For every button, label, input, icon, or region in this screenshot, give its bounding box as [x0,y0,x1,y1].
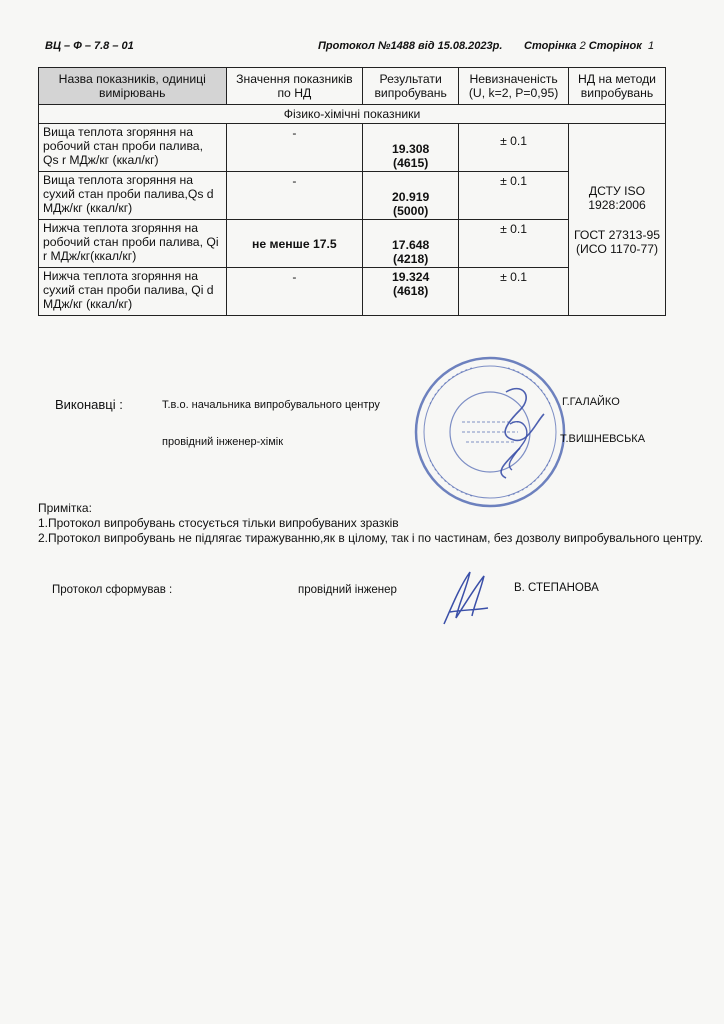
page-label: Сторінка [524,40,577,52]
pages-total: 1 [647,40,655,52]
uncertainty: ± 0.1 [459,220,569,268]
protocol-number: Протокол №1488 від 15.08.2023р. [318,40,503,52]
result-cell [363,124,459,172]
executor-name-2: Т.ВИШНЕВСЬКА [560,433,646,445]
uncertainty: ± 0.1 [459,172,569,220]
result-cell [363,172,459,220]
indicator-name: Вища теплота згоряння на сухий стан проби палива,Qs d МДж/кг (ккал/кг) [39,172,227,220]
result-value: 20.919 [392,190,430,204]
form-code: ВЦ – Ф – 7.8 – 01 [45,40,134,52]
indicator-name: Вища теплота згоряння на робочий стан проби палива, Qs r МДж/кг (ккал/кг) [39,124,227,172]
nd-method-line: ДСТУ ISO [588,183,646,198]
result-kcal: (4615) [393,156,429,170]
results-table [38,67,666,316]
header-result: Результати випробувань [363,68,459,105]
nd-methods-cell [569,124,666,316]
indicator-name: Нижча теплота згоряння на сухий стан проби палива, Qi d МДж/кг (ккал/кг) [39,268,227,316]
executor-name-1: Г.ГАЛАЙКО [562,396,620,408]
section-row [39,105,666,124]
result-kcal: (5000) [393,204,429,218]
header-nd-value: Значення показників по НД [226,68,363,105]
page-counter [524,40,654,52]
result-value: 17.648 [392,238,430,252]
notes-title: Примітка: [38,501,92,515]
executor-role-1: Т.в.о. начальника випробувального центру [162,399,380,411]
result-cell [363,268,459,316]
nd-value: - [226,268,363,316]
round-stamp [410,352,570,512]
result-kcal: (4618) [393,284,429,298]
header-nd-methods: НД на методи випробувань [569,68,666,105]
header-indicator-name: Назва показників, одиниці вимірювань [39,68,227,105]
nd-value: - [226,172,363,220]
nd-method-line: ГОСТ 27313-95 [573,227,661,242]
nd-method-line: 1928:2006 [588,197,646,212]
table-row [39,124,666,172]
uncertainty: ± 0.1 [459,124,569,172]
section-title: Фізико-хімічні показники [39,105,666,124]
formed-role: провідний інженер [298,584,397,596]
executor-role-2: провідний інженер-хімік [162,436,284,448]
result-cell [363,220,459,268]
note-item: 2.Протокол випробувань не підлягає тиражуванню,як в цілому, так і по частинам, без дозволу випробувального центру. [38,531,704,545]
header-uncertainty: Невизначеність (U, k=2, P=0,95) [459,68,569,105]
pages-label: Сторінок [588,40,642,52]
page-current: 2 [579,40,586,52]
result-value: 19.324 [392,270,430,284]
author-signature [436,566,496,628]
executors-label: Виконавці : [55,397,123,412]
indicator-name: Нижча теплота згоряння на робочий стан проби палива, Qi r МДж/кг(ккал/кг) [39,220,227,268]
formed-label: Протокол сформував : [52,584,173,596]
formed-name: В. СТЕПАНОВА [514,582,599,594]
note-item: 1.Протокол випробувань стосується тільки випробуваних зразків [38,516,399,530]
result-kcal: (4218) [393,252,429,266]
nd-method-line: (ИСО 1170-77) [575,241,659,256]
nd-value: - [226,124,363,172]
result-value: 19.308 [392,142,430,156]
uncertainty: ± 0.1 [459,268,569,316]
nd-value: не менше 17.5 [226,220,363,268]
table-header-row [39,68,666,105]
